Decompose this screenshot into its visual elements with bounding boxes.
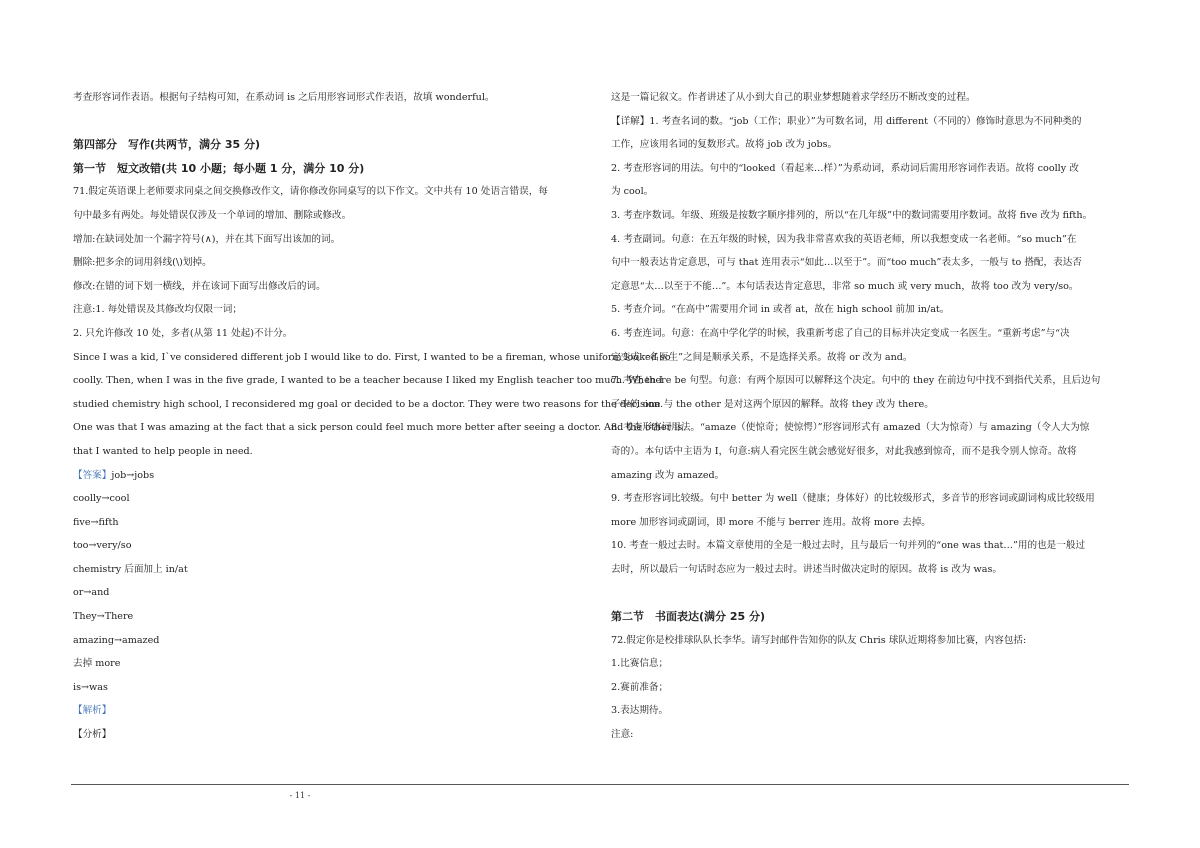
explanation-line: 子中的 one 与 the other 是对这两个原因的解释。故将 they 改为 there。: [611, 398, 934, 410]
fenxi-tag: 【分析】: [73, 729, 112, 741]
explanation-text: 1. 考查名词的数。“job（工作；职业）”为可数名词，用 different（不同的）修饰时意思为不同种类的: [649, 115, 1082, 127]
footer-divider: [71, 784, 1129, 785]
note-text: 注意:: [611, 729, 634, 741]
spacer: [611, 581, 1131, 605]
answer-item: They→There: [73, 611, 134, 623]
explanation-line: 6. 考查连词。句意：在高中学化学的时候，我重新考虑了自己的目标并决定变成一名医生。“重新考虑”与“决: [611, 327, 1070, 339]
page-number: - 11 -: [289, 791, 311, 800]
answer-item: 去掉 more: [73, 658, 121, 670]
explanation-line: 去时，所以最后一句话时态应为一般过去时。讲述当时做决定时的原因。故将 is 改为 was。: [611, 563, 1002, 575]
explanation-line: 奇的）。本句话中主语为 I，句意:病人看完医生就会感觉好很多，对此我感到惊奇，而不是我令别人惊奇。故将: [611, 445, 1077, 457]
explanation-line: 8. 考查形容词用法。“amaze（使惊奇；使惊愕）”形容词形式有 amazed（大为惊奇）与 amazing（令人大为惊: [611, 422, 1090, 434]
spacer: [73, 110, 583, 134]
note-text: 2. 只允许修改 10 处，多者(从第 11 处起)不计分。: [73, 327, 293, 339]
explanation-line: 5. 考查介词。“在高中”需要用介词 in 或者 at，故在 high school 前加 in/at。: [611, 304, 950, 316]
section-title: 第二节 书面表达(满分 25 分): [611, 610, 766, 624]
subsection-title: 第一节 短文改错(共 10 小题；每小题 1 分，满分 10 分): [73, 161, 365, 175]
list-item: 2.赛前准备；: [611, 681, 669, 693]
question-text: 72.假定你是校排球队队长李华。请写封邮件告知你的队友 Chris 球队近期将参加比赛，内容包括:: [611, 634, 1027, 646]
rule-text: 修改:在错的词下划一横线，并在该词下面写出修改后的词。: [73, 280, 326, 292]
paragraph: 考查形容词作表语。根据句子结构可知，在系动词 is 之后用形容词形式作表语，故填 wonderful。: [73, 92, 495, 103]
answer-item: coolly→cool: [73, 493, 130, 505]
explanation-line: 7. 考查 there be 句型。句意：有两个原因可以解释这个决定。句中的 they 在前边句中找不到指代关系，且后边句: [611, 375, 1101, 387]
detail-tag: 【详解】: [611, 115, 650, 127]
rule-text: 增加:在缺词处加一个漏字符号(∧)，并在其下面写出该加的词。: [73, 233, 341, 245]
answer-line: [73, 464, 583, 488]
explanation-line: 4. 考查副词。句意：在五年级的时候，因为我非常喜欢我的英语老师，所以我想变成一名老师。“so much”在: [611, 233, 1077, 245]
note-text: 注意:1. 每处错误及其修改均仅限一词；: [73, 304, 242, 316]
answer-item: or→and: [73, 587, 110, 599]
question-text: 句中最多有两处。每处错误仅涉及一个单词的增加、删除或修改。: [73, 209, 352, 221]
explanation-line: 句中一般表达肯定意思，可与 that 连用表示“如此…以至于”。而“too much”表太多，一般与 to 搭配，表达否: [611, 257, 1082, 269]
right-column: [611, 86, 1131, 747]
answer-item: amazing→amazed: [73, 634, 160, 646]
explanation-line: 为 cool。: [611, 186, 654, 198]
passage-line: coolly. Then, when I was in the five grade, I wanted to be a teacher because I liked my English teacher too much. When I: [73, 375, 663, 387]
explanation-line: 工作，应该用名词的复数形式。故将 job 改为 jobs。: [611, 139, 838, 151]
explanation-line: 2. 考查形容词的用法。句中的“looked（看起来…样）”为系动词，系动词后需用形容词作表语。故将 coolly 改: [611, 162, 1079, 174]
passage-line: Since I was a kid, I`ve considered different job I would like to do. First, I wanted to be a fireman, whose uniform looked so: [73, 351, 671, 363]
answer-item: five→fifth: [73, 516, 119, 528]
passage-line: that I wanted to help people in need.: [73, 445, 253, 457]
explanation-line: 10. 考查一般过去时。本篇文章使用的全是一般过去时，且与最后一句并列的“one was that…”用的也是一般过: [611, 540, 1086, 552]
rule-text: 删除:把多余的词用斜线(\)划掉。: [73, 257, 212, 269]
explanation-line: 定变成一名医生”之间是顺承关系，不是选择关系。故将 or 改为 and。: [611, 351, 913, 363]
answer-item: job→jobs: [111, 469, 155, 481]
answer-item: too→very/so: [73, 540, 132, 552]
explanation-line: 定意思“太…以至于不能…”。本句话表达肯定意思，非常 so much 或 very much，故将 too 改为 very/so。: [611, 280, 1079, 292]
explanation-line: 3. 考查序数词。年级、班级是按数字顺序排列的，所以“在几年级”中的数词需要用序数词。故将 five 改为 fifth。: [611, 209, 1093, 221]
list-item: 1.比赛信息；: [611, 658, 669, 670]
explanation-line: 9. 考查形容词比较级。句中 better 为 well（健康；身体好）的比较级形式，多音节的形容词或副词构成比较级用: [611, 493, 1095, 505]
question-text: 71.假定英语课上老师要求同桌之间交换修改作文，请你修改你同桌写的以下作文。文中共有 10 处语言错误，每: [73, 186, 548, 198]
answer-item: is→was: [73, 681, 108, 693]
list-item: 3.表达期待。: [611, 705, 669, 717]
explanation-line: [611, 110, 1131, 134]
intro-text: 这是一篇记叙文。作者讲述了从小到大自己的职业梦想随着求学经历不断改变的过程。: [611, 92, 976, 103]
explanation-line: more 加形容词或副词，即 more 不能与 berrer 连用。故将 more 去掉。: [611, 516, 931, 528]
section-title: 第四部分 写作(共两节，满分 35 分): [73, 138, 261, 152]
explanation-line: amazing 改为 amazed。: [611, 469, 725, 481]
answer-item: chemistry 后面加上 in/at: [73, 563, 188, 575]
answer-tag: 【答案】: [73, 469, 112, 481]
analysis-tag: 【解析】: [73, 705, 112, 717]
passage-line: studied chemistry high school, I reconsidered mg goal or decided to be a doctor. They were two reasons for the decision.: [73, 398, 664, 410]
passage-line: One was that I was amazing at the fact that a sick person could feel much more better after seeing a doctor. And the other is: [73, 422, 683, 434]
